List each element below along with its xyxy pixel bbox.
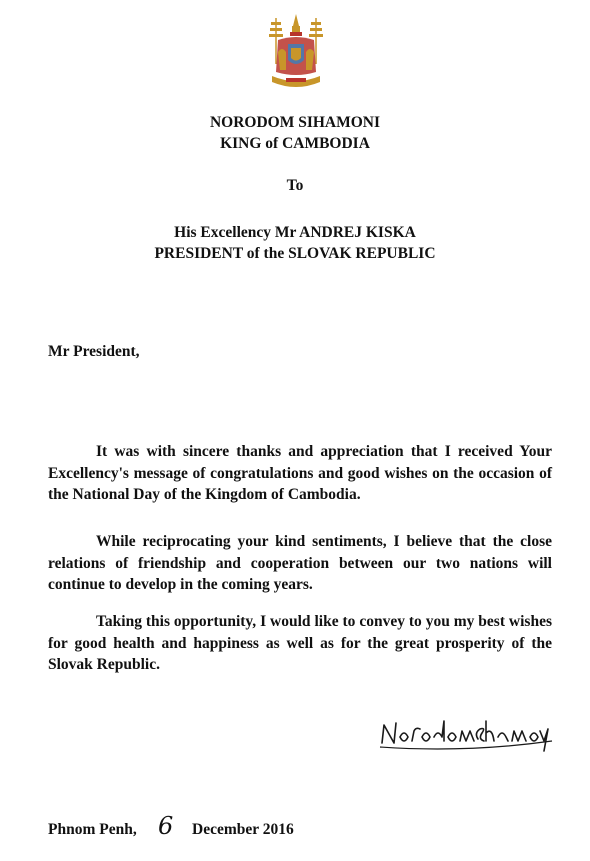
to-label: To [286, 177, 304, 194]
recipient-block [0, 222, 590, 264]
body-paragraph-1: It was with sincere thanks and appreciation that I received Your Excellency's message of congratulations and good wishes on the occasion of the National Day of the Kingdom of Cambodia. [48, 443, 552, 503]
place: Phnom Penh, [48, 821, 137, 838]
recipient-name: His Excellency Mr ANDREJ KISKA [174, 224, 416, 241]
body-paragraph-3: Taking this opportunity, I would like to convey to you my best wishes for good health and happiness as well as for the great prosperity of the Slovak Republic. [48, 613, 552, 673]
handwritten-day: 6 [158, 812, 174, 840]
sender-name: NORODOM SIHAMONI [209, 114, 381, 131]
recipient-title: PRESIDENT of the SLOVAK REPUBLIC [154, 245, 436, 262]
sender-title: KING of CAMBODIA [220, 135, 370, 152]
salutation: Mr President, [48, 343, 140, 360]
sender-block [0, 112, 590, 154]
body-paragraph-2: While reciprocating your kind sentiments, I believe that the close relations of friendship and cooperation between our two nations will continue to develop in the coming years. [48, 533, 552, 593]
month-year: December 2016 [192, 821, 294, 838]
handwritten-signature-icon [376, 707, 556, 757]
royal-coat-of-arms-icon [264, 12, 328, 92]
